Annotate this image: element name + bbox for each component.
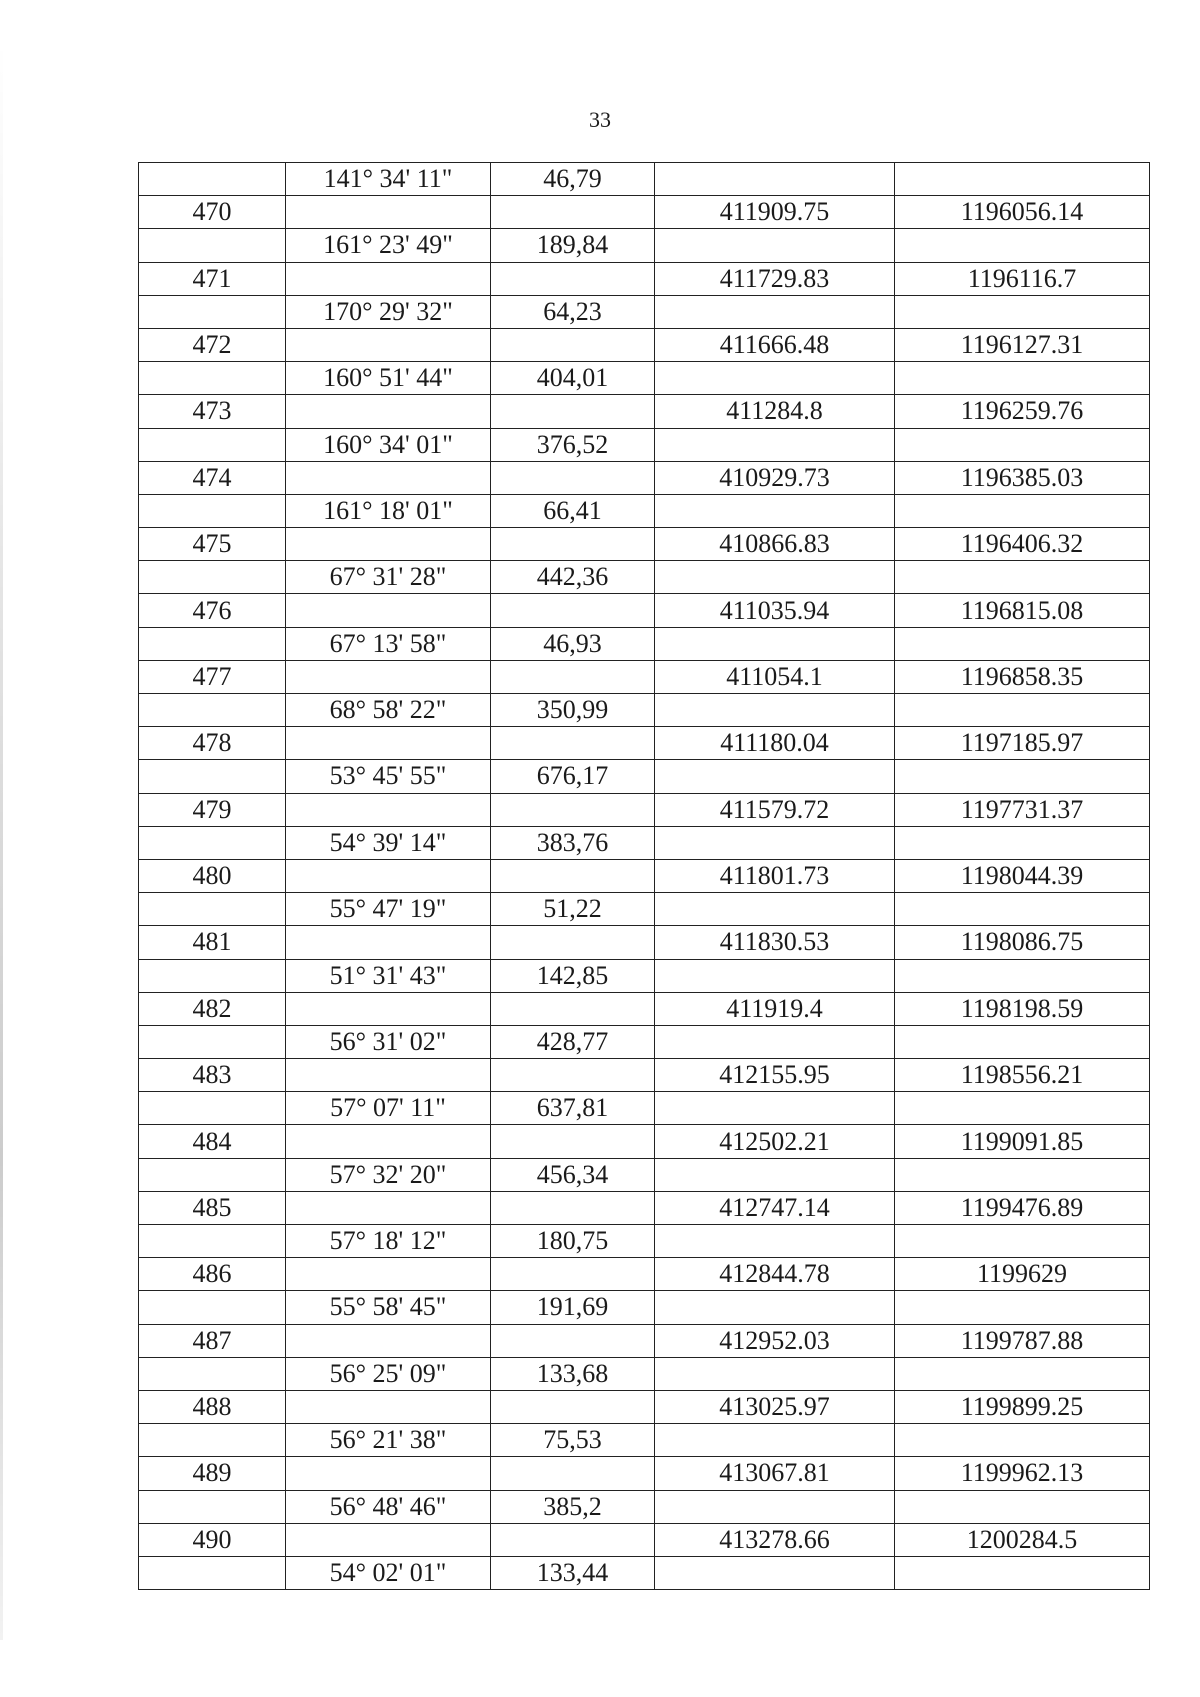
x-coordinate-cell: 411054.1 (655, 660, 895, 693)
x-coordinate-cell: 411579.72 (655, 793, 895, 826)
point-row (139, 461, 1150, 494)
x-coordinate-cell: 411284.8 (655, 395, 895, 428)
distance-cell (491, 528, 655, 561)
x-coordinate-cell: 413067.81 (655, 1457, 895, 1490)
bearing-cell (286, 328, 491, 361)
bearing-cell (286, 262, 491, 295)
distance-cell: 66,41 (491, 494, 655, 527)
distance-cell: 383,76 (491, 826, 655, 859)
bearing-cell: 161° 18' 01" (286, 494, 491, 527)
y-coordinate-cell: 1199091.85 (895, 1125, 1150, 1158)
x-coordinate-cell (655, 428, 895, 461)
point-number-cell (139, 826, 286, 859)
y-coordinate-cell (895, 694, 1150, 727)
y-coordinate-cell: 1199629 (895, 1258, 1150, 1291)
point-number-cell (139, 959, 286, 992)
x-coordinate-cell: 411666.48 (655, 328, 895, 361)
segment-row (139, 494, 1150, 527)
point-number-cell: 488 (139, 1390, 286, 1423)
segment-row (139, 1291, 1150, 1324)
x-coordinate-cell (655, 561, 895, 594)
bearing-cell (286, 1324, 491, 1357)
distance-cell: 376,52 (491, 428, 655, 461)
point-number-cell: 479 (139, 793, 286, 826)
bearing-cell: 68° 58' 22" (286, 694, 491, 727)
point-number-cell (139, 1357, 286, 1390)
distance-cell: 442,36 (491, 561, 655, 594)
y-coordinate-cell (895, 1025, 1150, 1058)
point-row (139, 1258, 1150, 1291)
point-number-cell (139, 1490, 286, 1523)
point-row (139, 1324, 1150, 1357)
distance-cell: 75,53 (491, 1424, 655, 1457)
scan-edge-shadow (0, 40, 3, 1640)
distance-cell: 191,69 (491, 1291, 655, 1324)
point-number-cell: 477 (139, 660, 286, 693)
bearing-cell: 160° 34' 01" (286, 428, 491, 461)
x-coordinate-cell (655, 494, 895, 527)
bearing-cell: 141° 34' 11" (286, 163, 491, 196)
bearing-cell: 53° 45' 55" (286, 760, 491, 793)
y-coordinate-cell (895, 826, 1150, 859)
bearing-cell: 51° 31' 43" (286, 959, 491, 992)
table-body (139, 163, 1150, 1590)
y-coordinate-cell: 1198044.39 (895, 859, 1150, 892)
x-coordinate-cell (655, 1092, 895, 1125)
point-number-cell (139, 561, 286, 594)
x-coordinate-cell: 411035.94 (655, 594, 895, 627)
point-row (139, 727, 1150, 760)
distance-cell (491, 461, 655, 494)
y-coordinate-cell: 1198556.21 (895, 1059, 1150, 1092)
distance-cell (491, 859, 655, 892)
bearing-cell (286, 660, 491, 693)
bearing-cell: 56° 25' 09" (286, 1357, 491, 1390)
distance-cell (491, 395, 655, 428)
distance-cell (491, 660, 655, 693)
distance-cell (491, 1324, 655, 1357)
x-coordinate-cell: 411729.83 (655, 262, 895, 295)
point-number-cell: 478 (139, 727, 286, 760)
point-row (139, 1059, 1150, 1092)
bearing-cell (286, 1457, 491, 1490)
y-coordinate-cell: 1196385.03 (895, 461, 1150, 494)
y-coordinate-cell (895, 295, 1150, 328)
bearing-cell (286, 1125, 491, 1158)
x-coordinate-cell: 413025.97 (655, 1390, 895, 1423)
point-number-cell: 480 (139, 859, 286, 892)
distance-cell (491, 594, 655, 627)
x-coordinate-cell: 410929.73 (655, 461, 895, 494)
point-number-cell (139, 760, 286, 793)
point-row (139, 328, 1150, 361)
bearing-cell: 55° 47' 19" (286, 893, 491, 926)
y-coordinate-cell (895, 1092, 1150, 1125)
x-coordinate-cell: 411830.53 (655, 926, 895, 959)
y-coordinate-cell (895, 1424, 1150, 1457)
bearing-cell (286, 1191, 491, 1224)
y-coordinate-cell (895, 561, 1150, 594)
point-number-cell: 472 (139, 328, 286, 361)
point-number-cell (139, 494, 286, 527)
point-row (139, 992, 1150, 1025)
bearing-cell (286, 528, 491, 561)
bearing-cell (286, 859, 491, 892)
bearing-cell (286, 1059, 491, 1092)
segment-row (139, 893, 1150, 926)
point-number-cell (139, 362, 286, 395)
bearing-cell: 56° 31' 02" (286, 1025, 491, 1058)
y-coordinate-cell (895, 959, 1150, 992)
segment-row (139, 1025, 1150, 1058)
point-number-cell (139, 229, 286, 262)
point-number-cell (139, 1424, 286, 1457)
point-row (139, 859, 1150, 892)
y-coordinate-cell: 1199962.13 (895, 1457, 1150, 1490)
distance-cell: 51,22 (491, 893, 655, 926)
y-coordinate-cell: 1197185.97 (895, 727, 1150, 760)
bearing-cell (286, 594, 491, 627)
point-number-cell: 475 (139, 528, 286, 561)
x-coordinate-cell: 413278.66 (655, 1523, 895, 1556)
y-coordinate-cell (895, 229, 1150, 262)
y-coordinate-cell (895, 1158, 1150, 1191)
point-number-cell (139, 1158, 286, 1191)
bearing-cell: 55° 58' 45" (286, 1291, 491, 1324)
bearing-cell (286, 992, 491, 1025)
x-coordinate-cell: 411801.73 (655, 859, 895, 892)
segment-row (139, 1158, 1150, 1191)
x-coordinate-cell: 411919.4 (655, 992, 895, 1025)
distance-cell: 46,93 (491, 627, 655, 660)
y-coordinate-cell: 1200284.5 (895, 1523, 1150, 1556)
point-number-cell (139, 627, 286, 660)
x-coordinate-cell (655, 1357, 895, 1390)
point-number-cell (139, 163, 286, 196)
point-row (139, 1191, 1150, 1224)
survey-coordinates-table (138, 162, 1150, 1590)
distance-cell: 189,84 (491, 229, 655, 262)
segment-row (139, 1092, 1150, 1125)
distance-cell: 404,01 (491, 362, 655, 395)
point-number-cell: 473 (139, 395, 286, 428)
point-number-cell (139, 694, 286, 727)
point-row (139, 926, 1150, 959)
bearing-cell (286, 1258, 491, 1291)
bearing-cell: 67° 13' 58" (286, 627, 491, 660)
segment-row (139, 561, 1150, 594)
bearing-cell (286, 1390, 491, 1423)
bearing-cell: 160° 51' 44" (286, 362, 491, 395)
distance-cell: 133,68 (491, 1357, 655, 1390)
segment-row (139, 362, 1150, 395)
point-number-cell: 483 (139, 1059, 286, 1092)
distance-cell (491, 1258, 655, 1291)
point-row (139, 1457, 1150, 1490)
y-coordinate-cell (895, 494, 1150, 527)
bearing-cell: 54° 02' 01" (286, 1556, 491, 1589)
point-row (139, 262, 1150, 295)
x-coordinate-cell: 411180.04 (655, 727, 895, 760)
segment-row (139, 1357, 1150, 1390)
x-coordinate-cell (655, 959, 895, 992)
point-number-cell (139, 295, 286, 328)
y-coordinate-cell (895, 760, 1150, 793)
point-number-cell (139, 893, 286, 926)
point-row (139, 793, 1150, 826)
point-number-cell: 487 (139, 1324, 286, 1357)
x-coordinate-cell (655, 893, 895, 926)
y-coordinate-cell: 1196056.14 (895, 196, 1150, 229)
distance-cell (491, 1059, 655, 1092)
point-number-cell: 470 (139, 196, 286, 229)
y-coordinate-cell (895, 893, 1150, 926)
point-number-cell (139, 1556, 286, 1589)
distance-cell (491, 992, 655, 1025)
distance-cell: 456,34 (491, 1158, 655, 1191)
bearing-cell: 54° 39' 14" (286, 826, 491, 859)
point-number-cell: 482 (139, 992, 286, 1025)
point-number-cell: 474 (139, 461, 286, 494)
distance-cell (491, 262, 655, 295)
point-number-cell (139, 428, 286, 461)
x-coordinate-cell: 410866.83 (655, 528, 895, 561)
x-coordinate-cell (655, 1424, 895, 1457)
distance-cell (491, 1390, 655, 1423)
distance-cell: 133,44 (491, 1556, 655, 1589)
y-coordinate-cell: 1197731.37 (895, 793, 1150, 826)
y-coordinate-cell (895, 163, 1150, 196)
bearing-cell (286, 793, 491, 826)
point-number-cell: 476 (139, 594, 286, 627)
bearing-cell: 67° 31' 28" (286, 561, 491, 594)
bearing-cell (286, 727, 491, 760)
y-coordinate-cell (895, 1556, 1150, 1589)
point-number-cell (139, 1225, 286, 1258)
y-coordinate-cell: 1198086.75 (895, 926, 1150, 959)
point-number-cell: 486 (139, 1258, 286, 1291)
segment-row (139, 1225, 1150, 1258)
segment-row (139, 959, 1150, 992)
distance-cell (491, 328, 655, 361)
distance-cell: 385,2 (491, 1490, 655, 1523)
page-number: 33 (589, 107, 611, 132)
point-row (139, 528, 1150, 561)
segment-row (139, 1424, 1150, 1457)
bearing-cell (286, 196, 491, 229)
segment-row (139, 163, 1150, 196)
y-coordinate-cell (895, 1225, 1150, 1258)
point-number-cell: 490 (139, 1523, 286, 1556)
segment-row (139, 229, 1150, 262)
y-coordinate-cell (895, 362, 1150, 395)
point-number-cell: 481 (139, 926, 286, 959)
point-number-cell (139, 1025, 286, 1058)
x-coordinate-cell: 412502.21 (655, 1125, 895, 1158)
x-coordinate-cell (655, 229, 895, 262)
distance-cell (491, 1457, 655, 1490)
x-coordinate-cell (655, 826, 895, 859)
x-coordinate-cell: 412155.95 (655, 1059, 895, 1092)
y-coordinate-cell: 1199476.89 (895, 1191, 1150, 1224)
distance-cell: 637,81 (491, 1092, 655, 1125)
x-coordinate-cell: 412844.78 (655, 1258, 895, 1291)
point-row (139, 196, 1150, 229)
y-coordinate-cell (895, 428, 1150, 461)
x-coordinate-cell (655, 1556, 895, 1589)
y-coordinate-cell: 1196116.7 (895, 262, 1150, 295)
x-coordinate-cell: 412747.14 (655, 1191, 895, 1224)
distance-cell (491, 793, 655, 826)
y-coordinate-cell: 1199899.25 (895, 1390, 1150, 1423)
bearing-cell: 161° 23' 49" (286, 229, 491, 262)
segment-row (139, 428, 1150, 461)
distance-cell (491, 1523, 655, 1556)
bearing-cell: 170° 29' 32" (286, 295, 491, 328)
x-coordinate-cell (655, 295, 895, 328)
x-coordinate-cell (655, 163, 895, 196)
bearing-cell: 57° 18' 12" (286, 1225, 491, 1258)
y-coordinate-cell (895, 1357, 1150, 1390)
x-coordinate-cell (655, 1158, 895, 1191)
y-coordinate-cell: 1196815.08 (895, 594, 1150, 627)
distance-cell: 64,23 (491, 295, 655, 328)
x-coordinate-cell (655, 627, 895, 660)
y-coordinate-cell: 1196858.35 (895, 660, 1150, 693)
x-coordinate-cell (655, 694, 895, 727)
bearing-cell: 57° 07' 11" (286, 1092, 491, 1125)
x-coordinate-cell (655, 760, 895, 793)
distance-cell (491, 727, 655, 760)
bearing-cell (286, 461, 491, 494)
x-coordinate-cell (655, 1225, 895, 1258)
bearing-cell: 56° 48' 46" (286, 1490, 491, 1523)
distance-cell (491, 196, 655, 229)
point-row (139, 1390, 1150, 1423)
x-coordinate-cell (655, 1291, 895, 1324)
segment-row (139, 627, 1150, 660)
y-coordinate-cell (895, 1490, 1150, 1523)
y-coordinate-cell: 1196406.32 (895, 528, 1150, 561)
x-coordinate-cell: 411909.75 (655, 196, 895, 229)
x-coordinate-cell (655, 362, 895, 395)
distance-cell: 676,17 (491, 760, 655, 793)
distance-cell (491, 1191, 655, 1224)
bearing-cell (286, 926, 491, 959)
distance-cell: 350,99 (491, 694, 655, 727)
point-number-cell: 485 (139, 1191, 286, 1224)
segment-row (139, 295, 1150, 328)
x-coordinate-cell: 412952.03 (655, 1324, 895, 1357)
bearing-cell (286, 1523, 491, 1556)
distance-cell: 142,85 (491, 959, 655, 992)
bearing-cell (286, 395, 491, 428)
point-row (139, 1125, 1150, 1158)
point-number-cell: 484 (139, 1125, 286, 1158)
point-number-cell: 471 (139, 262, 286, 295)
point-row (139, 395, 1150, 428)
segment-row (139, 694, 1150, 727)
x-coordinate-cell (655, 1490, 895, 1523)
point-row (139, 594, 1150, 627)
y-coordinate-cell (895, 1291, 1150, 1324)
segment-row (139, 1490, 1150, 1523)
distance-cell: 180,75 (491, 1225, 655, 1258)
bearing-cell: 57° 32' 20" (286, 1158, 491, 1191)
y-coordinate-cell: 1196259.76 (895, 395, 1150, 428)
x-coordinate-cell (655, 1025, 895, 1058)
point-row (139, 660, 1150, 693)
point-number-cell: 489 (139, 1457, 286, 1490)
bearing-cell: 56° 21' 38" (286, 1424, 491, 1457)
distance-cell (491, 926, 655, 959)
y-coordinate-cell: 1196127.31 (895, 328, 1150, 361)
segment-row (139, 826, 1150, 859)
y-coordinate-cell: 1198198.59 (895, 992, 1150, 1025)
y-coordinate-cell (895, 627, 1150, 660)
point-number-cell (139, 1092, 286, 1125)
distance-cell: 428,77 (491, 1025, 655, 1058)
point-row (139, 1523, 1150, 1556)
distance-cell (491, 1125, 655, 1158)
point-number-cell (139, 1291, 286, 1324)
segment-row (139, 1556, 1150, 1589)
segment-row (139, 760, 1150, 793)
distance-cell: 46,79 (491, 163, 655, 196)
y-coordinate-cell: 1199787.88 (895, 1324, 1150, 1357)
